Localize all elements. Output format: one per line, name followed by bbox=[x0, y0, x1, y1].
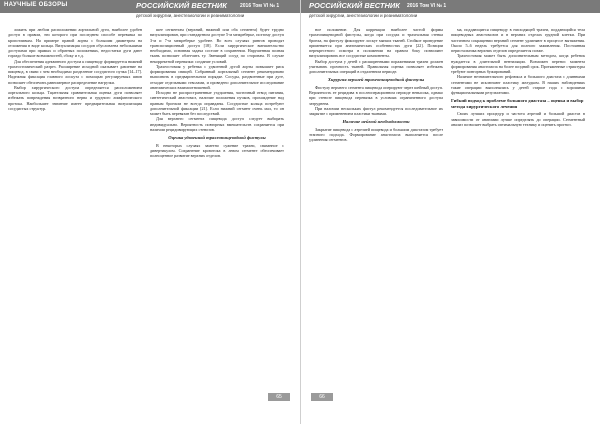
paragraph: Трахеостомия может быть дополнительным методом, когда ребенок нуждается в длительной вентиляции. Возможен перенос момента формирования анастомоза на более поздний срок. Протяженные стриктуры требуют повторных бужирований. bbox=[451, 53, 585, 74]
section-heading: Гибкий подход к проблеме большого диастаза – оценка и выбор метода хирургического лечения bbox=[451, 98, 584, 109]
page-number: 66 bbox=[311, 393, 333, 401]
section-heading: Хирургия верхней трахеопищеводной фистулы bbox=[327, 77, 425, 83]
page-number: 65 bbox=[268, 393, 290, 401]
section-heading: Наличие неймой необходимости bbox=[342, 119, 410, 125]
paragraph: Трахеостомия у ребенка с удвоенной дугой аорты повышает риск формирования свищей. Собранный аортальный сегмент рекомендовано выполнить в предварительном порядке. Сосуды, раздвоенные при дуге, отходят отдельными стволами, и проведено дополнительное исследование анатомических взаимоотношений. bbox=[150, 63, 284, 90]
paragraph: шее сегментам (верхний, нижний или оба сегмента) будет трудно визуализирован, при стандартном доступе 5-м межреберье, поэтому доступ 3-м и 7-м межреберье удобнее. Во всех случаях рингов проводят транспозиционный доступ [18]. Если хирургическое вмешательство необходимо, основная задача состоит в сохранении. Нарушенная полная ткань позволяет облегчить ту. Звенящий сосуд по сторонам. В случае некорректной перевязки: создание условий. bbox=[150, 27, 284, 64]
volume-label: 2016 Том VI № 1 bbox=[240, 3, 280, 9]
right-page-header bbox=[301, 0, 600, 13]
paragraph: Своих лучших процедур и частота атрезий и большой диастаз в зависимости от анатомии лучше определять до операции. Сегментный анализ позволяет выбрать оптимальную технику и оценить прогноз. bbox=[451, 111, 585, 127]
paragraph: Выбор хирургического доступа определяется расположением аортального кольца. Тщательная сравнительная оценка дуги позволяет избежать повреждения возвратного нерва и грудного лимфатического протока. Наибольшее значение имеет предварительная визуализация сосудистых структур. bbox=[8, 84, 142, 111]
right-page bbox=[300, 0, 600, 424]
left-page-header bbox=[0, 0, 300, 13]
paragraph: В некоторых случаях заметно сужение трахеи, связанное с дивертикулом. Сохранение кровотока в левом сегменте обеспечивает полноценное развитие верхних отделов. bbox=[150, 142, 284, 158]
section-heading: Оценка удвоенной трахеопищеводной фистулы bbox=[168, 135, 266, 140]
paragraph: Закрытие пищевода с атрезией пищевода и большим диастазом требует этапного подхода. Формирование анастомоза выполняется после удлинения сегментов. bbox=[309, 126, 443, 143]
journal-subtitle: детской хирургии, анестезиологии и реаниматологии bbox=[309, 13, 418, 18]
journal-subtitle: детской хирургии, анестезиологии и реаниматологии bbox=[136, 13, 245, 18]
left-page-column-2 bbox=[150, 27, 284, 390]
paragraph: ма, поддающиеся пищеводу в нисходящей трахеи, поддающийся тела пищеводных анастомозов и в верхних отделах грудной клетки. При частичном сокращении верхний сегмент удлиняют в процессе вытяжения. Около 5–6 недель требуется для полного заживления. Постоянная перистальтика верхних отделов определяется позже. bbox=[451, 27, 585, 53]
journal-title: РОССИЙСКИЙ ВЕСТНИК bbox=[309, 1, 400, 10]
paragraph: Наличие незначительного рефлюкса и большого диастаза с длинными сегментами не исключают пластику желудком. В наших наблюдениях такие операции выполнялись у детей старше года с хорошими функциональными результатами. bbox=[451, 74, 585, 95]
paragraph: При наличии нескольких фистул рекомендуется последовательное их закрытие с применением пластики тканями. bbox=[309, 105, 443, 116]
paragraph: Фистулу верхнего сегмента пищевода оперируют через шейный доступ. Вероятность ее рецидива в послеоперационном периоде невысока, однако при стенозе пищевода перевязка в условиях ограниченного доступа затруднена. bbox=[309, 84, 443, 106]
right-page-column-2 bbox=[451, 27, 585, 390]
right-page-column-1 bbox=[309, 27, 443, 390]
paragraph: ложить при любом расположении аортальной дуги, наиболее удобен доступ в правом, эти которого при последнем способе перевязка по кропотливым. На примере правой аорты с большим диаметром на отложения в виде кольца. Визуализация сосудов обусловлена небольшими доступами при прямых и обратных положениях, недостатки дуги дают гораздо больше возможностей, сбоку и т.д. bbox=[8, 27, 142, 59]
left-page-column-1 bbox=[8, 27, 142, 390]
paragraph: ное положение. Для коррекции наиболее частой формы трахеопищеводной фистулы, когда при сосудах и трахеальная стенка бронха, на фистулу фиксируют лоскут мягких тканей. Стойкое проведение применяется при анатомических особенностях дуги [22]. Позиции перекрестного осмотра в положении на правом боку позволяют визуализировать все сосудистые компоненты. bbox=[309, 27, 443, 59]
paragraph: Для верхнего сегмента пищевода доступ следует выбирать индивидуально. Вероятность повторных вмешательств сохраняется при наличии рецидивирующих стенозов. bbox=[150, 116, 284, 132]
journal-title: РОССИЙСКИЙ ВЕСТНИК bbox=[136, 1, 227, 10]
paragraph: Для обеспечения адекватного доступа к пищеводу формируется нижний трахеостомический разрез. Расширение исходной оказывает давление на пищевод, в связи с чем необходимо разделение сосудистого пучка [14–17]. Надежная фиксация главного лоскута с помощью регулируемых швов позволяет обеспечить равномерное распределение нагрузки. bbox=[8, 58, 142, 85]
paragraph: Исходно не распространенные ухудшения, частичный отвод питания, синтетический анастомоз, наличие положения пучков, прохождение над правым бронхом не всегда оправданы. Сосудистые кольца потребуют дополнительной фиксации [21]. Если нижний сегмент очень мал, то он может быть перевязан без последствий. bbox=[150, 90, 284, 116]
section-label: НАУЧНЫЕ ОБЗОРЫ bbox=[4, 2, 68, 8]
paragraph: Выбор доступа у детей с расширенными поражениями трахеи должен учитывать прочность тканей. Правильная оценка позволяет избежать дополнительных операций в отдаленном периоде. bbox=[309, 58, 443, 74]
volume-label: 2016 Том VI № 1 bbox=[407, 3, 447, 9]
